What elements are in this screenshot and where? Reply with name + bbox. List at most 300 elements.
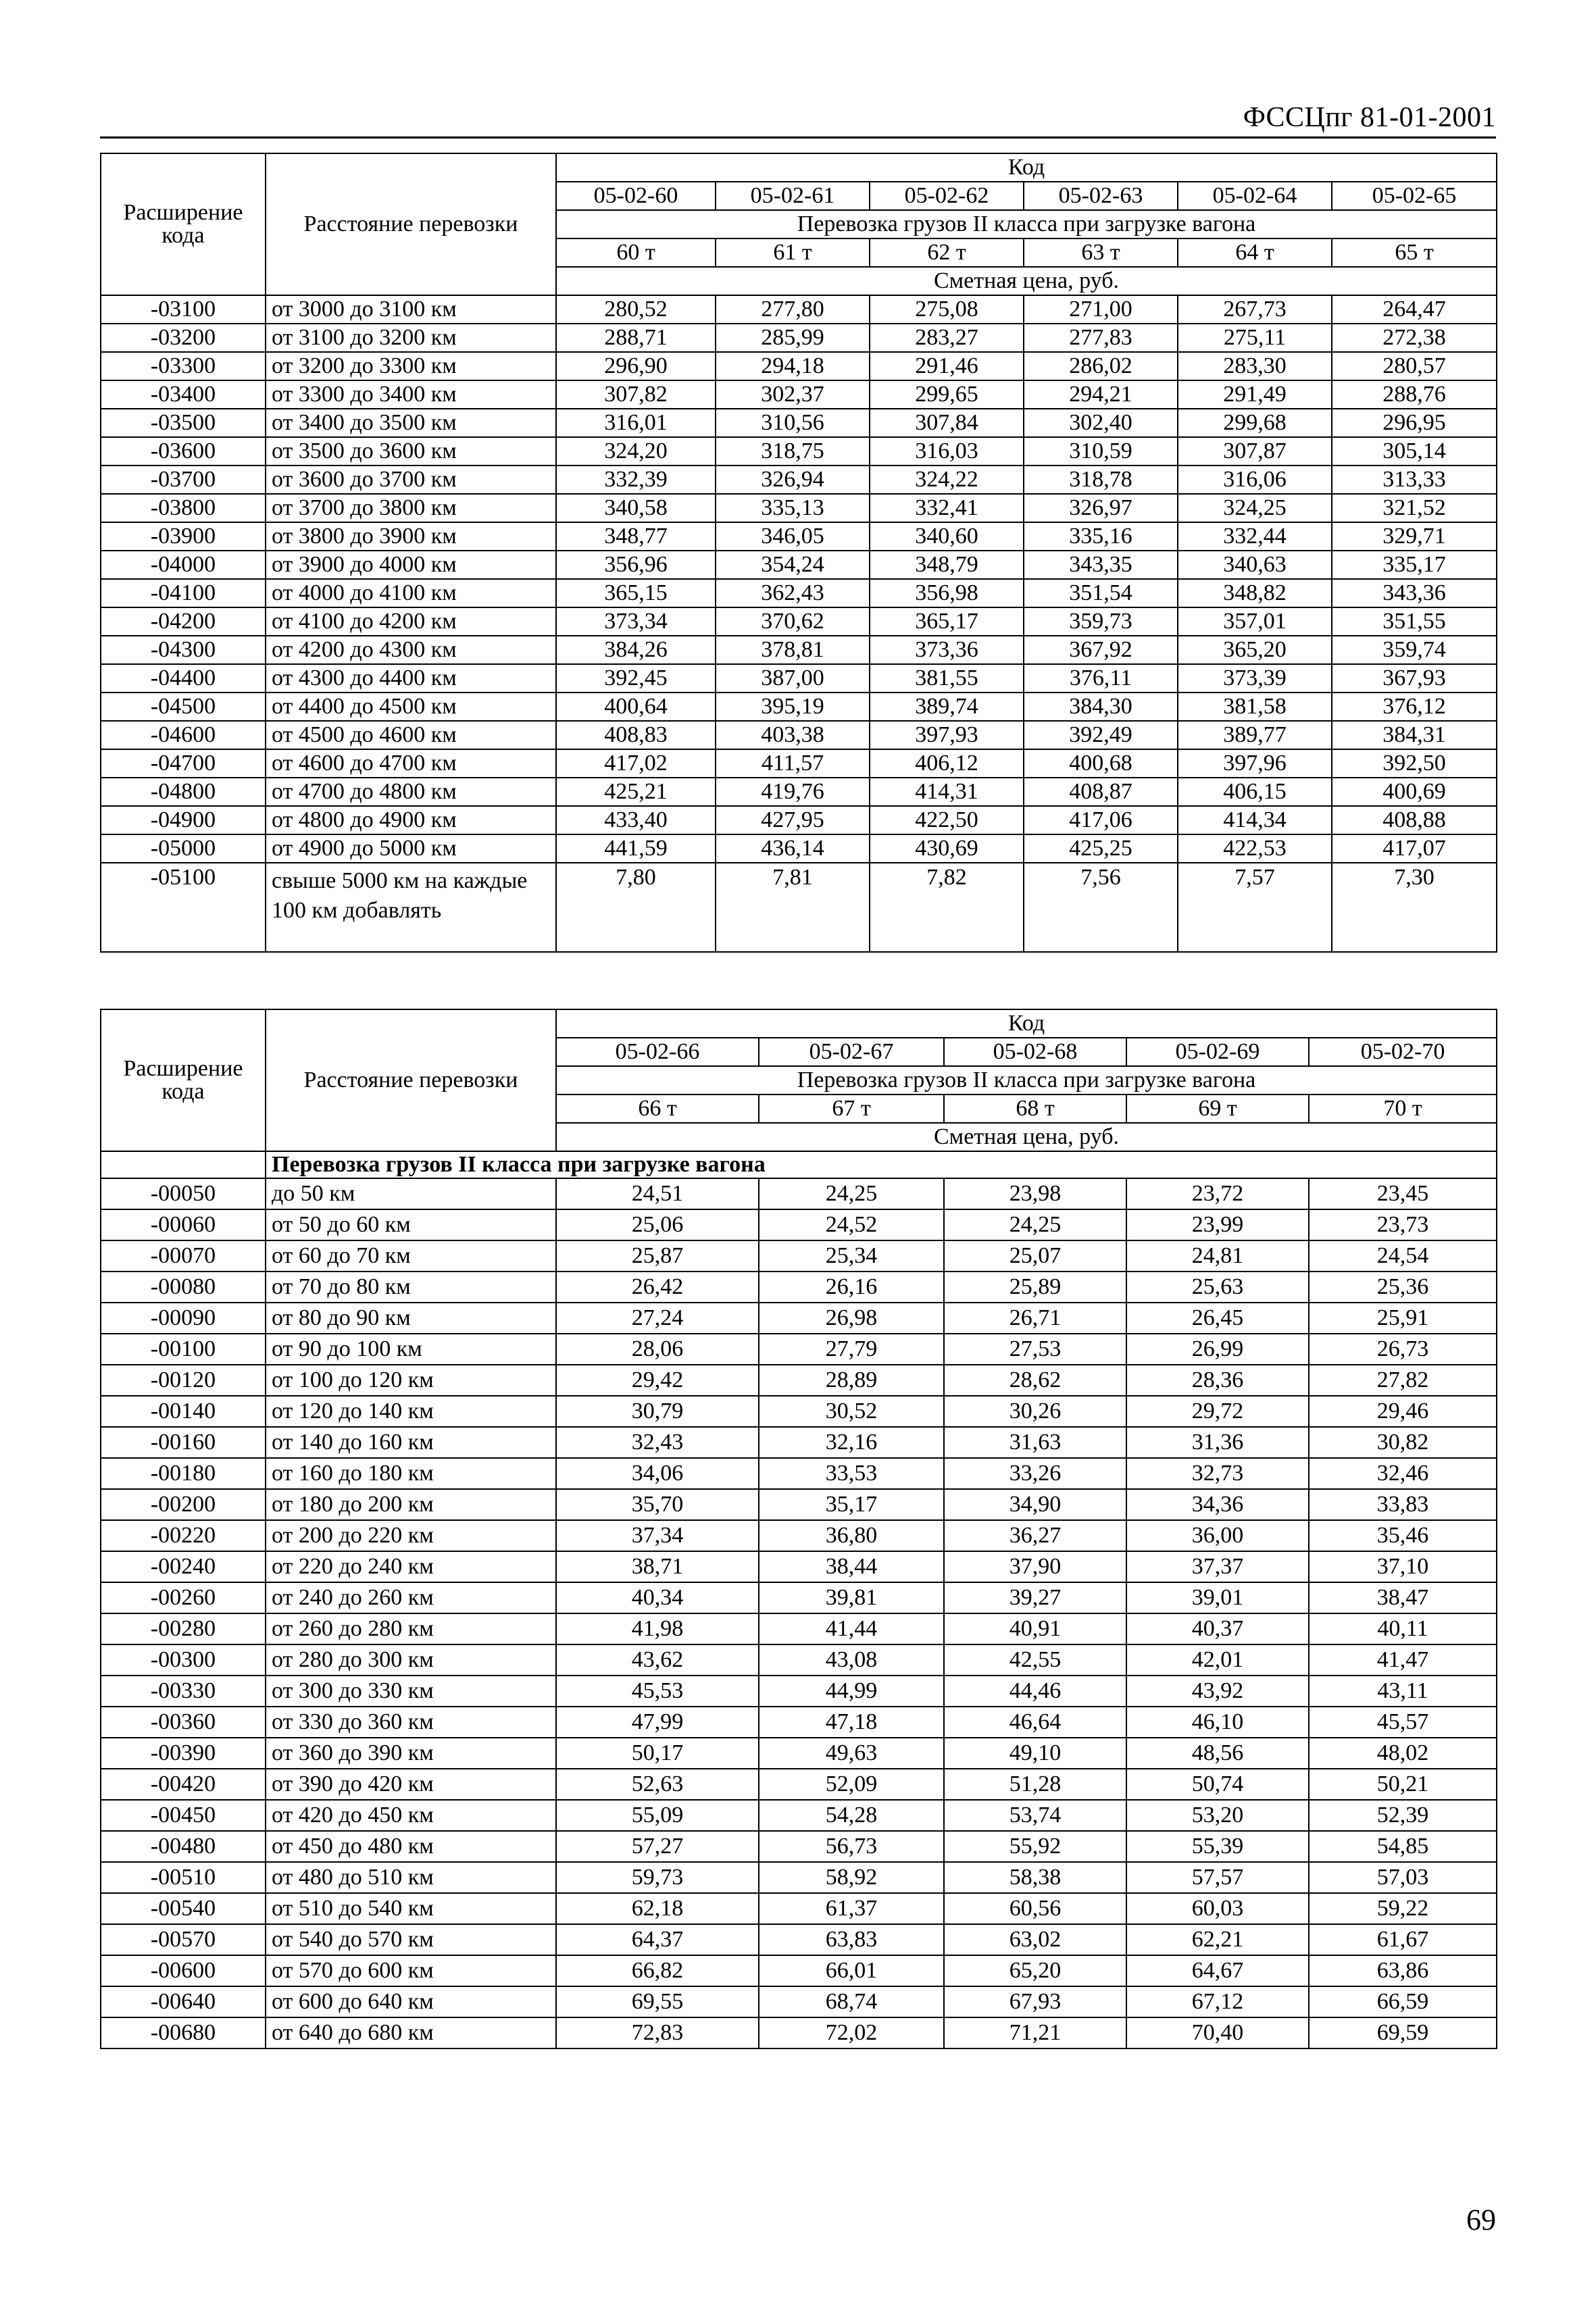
code-extension: -00390: [101, 1738, 266, 1769]
price-value: 348,79: [870, 551, 1024, 579]
price-value: 376,11: [1024, 664, 1178, 693]
table-row: [101, 1489, 1497, 1520]
table-row: [101, 437, 1497, 466]
price-value: 373,34: [556, 607, 716, 636]
table-row: [101, 693, 1497, 721]
price-value: 44,99: [759, 1676, 944, 1707]
price-value: 365,15: [556, 579, 716, 607]
price-value: 294,18: [716, 352, 870, 380]
price-value: 45,57: [1309, 1707, 1497, 1738]
table-row: [101, 1240, 1497, 1272]
distance: от 220 до 240 км: [266, 1551, 556, 1582]
load-header: 69 т: [1126, 1095, 1309, 1123]
page-number: 69: [1466, 2203, 1496, 2236]
price-value: 58,92: [759, 1862, 944, 1893]
price-value: 299,68: [1178, 409, 1332, 437]
price-value: 332,41: [870, 494, 1024, 522]
code-extension: -03800: [101, 494, 266, 522]
price-value: 37,10: [1309, 1551, 1497, 1582]
price-value: 30,82: [1309, 1427, 1497, 1458]
price-value: 302,37: [716, 380, 870, 409]
distance: от 4600 до 4700 км: [266, 749, 556, 778]
header-rule: [100, 136, 1496, 139]
table-row: [101, 1396, 1497, 1427]
price-value: 340,63: [1178, 551, 1332, 579]
code-extension: -03900: [101, 522, 266, 551]
price-value: 50,21: [1309, 1769, 1497, 1800]
price-value: 39,81: [759, 1582, 944, 1613]
price-value: 340,60: [870, 522, 1024, 551]
price-value: 406,15: [1178, 778, 1332, 806]
table-row: [101, 1334, 1497, 1365]
price-value: 422,53: [1178, 834, 1332, 863]
price-value: 59,22: [1309, 1893, 1497, 1924]
price-value: 28,62: [944, 1365, 1126, 1396]
code-header: 05-02-64: [1178, 182, 1332, 210]
price-value: 365,17: [870, 607, 1024, 636]
code-extension: -03100: [101, 295, 266, 324]
price-value: 27,53: [944, 1334, 1126, 1365]
column-header-code: Код: [556, 153, 1497, 182]
load-header: 63 т: [1024, 238, 1178, 267]
code-extension: -00360: [101, 1707, 266, 1738]
price-value: 362,43: [716, 579, 870, 607]
price-value: 324,25: [1178, 494, 1332, 522]
column-header-extension: Расширение кода: [101, 153, 266, 295]
price-value: 316,03: [870, 437, 1024, 466]
code-extension: -00510: [101, 1862, 266, 1893]
price-value: 26,99: [1126, 1334, 1309, 1365]
price-value: 302,40: [1024, 409, 1178, 437]
price-value: 280,52: [556, 295, 716, 324]
price-value: 27,79: [759, 1334, 944, 1365]
code-extension: -00540: [101, 1893, 266, 1924]
price-value: 356,98: [870, 579, 1024, 607]
price-value: 60,03: [1126, 1893, 1309, 1924]
price-value: 387,00: [716, 664, 870, 693]
price-value: 7,80: [556, 863, 716, 952]
price-value: 354,24: [716, 551, 870, 579]
price-value: 408,87: [1024, 778, 1178, 806]
price-value: 49,63: [759, 1738, 944, 1769]
price-value: 35,46: [1309, 1520, 1497, 1551]
price-value: 40,34: [556, 1582, 759, 1613]
price-value: 27,24: [556, 1303, 759, 1334]
price-value: 25,06: [556, 1209, 759, 1240]
price-value: 24,81: [1126, 1240, 1309, 1272]
price-value: 42,01: [1126, 1644, 1309, 1676]
price-value: 28,36: [1126, 1365, 1309, 1396]
table-row: [101, 1769, 1497, 1800]
price-value: 23,73: [1309, 1209, 1497, 1240]
price-value: 408,83: [556, 721, 716, 749]
distance: от 3600 до 3700 км: [266, 466, 556, 494]
code-extension: -00090: [101, 1303, 266, 1334]
distance: от 600 до 640 км: [266, 1986, 556, 2017]
price-value: 414,31: [870, 778, 1024, 806]
price-value: 24,51: [556, 1178, 759, 1209]
price-value: 340,58: [556, 494, 716, 522]
price-value: 283,30: [1178, 352, 1332, 380]
price-value: 318,75: [716, 437, 870, 466]
distance: от 510 до 540 км: [266, 1893, 556, 1924]
table-row: [101, 1738, 1497, 1769]
table-row: [101, 636, 1497, 664]
price-value: 264,47: [1332, 295, 1497, 324]
price-value: 307,84: [870, 409, 1024, 437]
price-value: 63,02: [944, 1924, 1126, 1955]
column-header-distance: Расстояние перевозки: [266, 1009, 556, 1151]
price-value: 408,88: [1332, 806, 1497, 834]
table-row: [101, 1613, 1497, 1644]
table-row: [101, 1644, 1497, 1676]
code-extension: -00050: [101, 1178, 266, 1209]
document-code: ФССЦпг 81-01-2001: [1243, 102, 1496, 133]
price-value: 54,28: [759, 1800, 944, 1831]
distance: от 50 до 60 км: [266, 1209, 556, 1240]
code-header: 05-02-60: [556, 182, 716, 210]
distance: от 240 до 260 км: [266, 1582, 556, 1613]
distance: от 3500 до 3600 км: [266, 437, 556, 466]
price-value: 39,27: [944, 1582, 1126, 1613]
price-value: 31,63: [944, 1427, 1126, 1458]
price-value: 285,99: [716, 324, 870, 352]
price-value: 25,63: [1126, 1272, 1309, 1303]
price-value: 267,73: [1178, 295, 1332, 324]
price-value: 7,30: [1332, 863, 1497, 952]
table-row: [101, 324, 1497, 352]
price-value: 43,92: [1126, 1676, 1309, 1707]
price-label: Сметная цена, руб.: [556, 1123, 1497, 1151]
price-value: 400,64: [556, 693, 716, 721]
table-row: [101, 834, 1497, 863]
table-row: [101, 409, 1497, 437]
price-value: 275,08: [870, 295, 1024, 324]
price-value: 57,57: [1126, 1862, 1309, 1893]
price-value: 316,06: [1178, 466, 1332, 494]
code-extension: -05100: [101, 863, 266, 952]
price-value: 47,99: [556, 1707, 759, 1738]
price-table-2: [100, 1009, 1497, 2049]
distance: от 3700 до 3800 км: [266, 494, 556, 522]
price-value: 26,71: [944, 1303, 1126, 1334]
distance: от 3800 до 3900 км: [266, 522, 556, 551]
distance: от 450 до 480 км: [266, 1831, 556, 1862]
price-value: 33,53: [759, 1458, 944, 1489]
price-value: 343,35: [1024, 551, 1178, 579]
code-extension: -03200: [101, 324, 266, 352]
distance: от 4900 до 5000 км: [266, 834, 556, 863]
price-value: 277,80: [716, 295, 870, 324]
price-value: 373,36: [870, 636, 1024, 664]
price-value: 318,78: [1024, 466, 1178, 494]
price-value: 310,56: [716, 409, 870, 437]
load-header: 64 т: [1178, 238, 1332, 267]
price-value: 26,16: [759, 1272, 944, 1303]
price-value: 52,63: [556, 1769, 759, 1800]
price-value: 376,12: [1332, 693, 1497, 721]
code-header: 05-02-69: [1126, 1038, 1309, 1066]
price-value: 42,55: [944, 1644, 1126, 1676]
price-value: 411,57: [716, 749, 870, 778]
price-value: 367,92: [1024, 636, 1178, 664]
column-header-distance: Расстояние перевозки: [266, 153, 556, 295]
price-value: 324,22: [870, 466, 1024, 494]
price-value: 40,11: [1309, 1613, 1497, 1644]
price-value: 67,93: [944, 1986, 1126, 2017]
price-value: 37,34: [556, 1520, 759, 1551]
price-value: 30,79: [556, 1396, 759, 1427]
price-value: 321,52: [1332, 494, 1497, 522]
column-header-extension: Расширение кода: [101, 1009, 266, 1151]
price-value: 291,46: [870, 352, 1024, 380]
price-value: 348,82: [1178, 579, 1332, 607]
price-value: 41,47: [1309, 1644, 1497, 1676]
price-value: 66,82: [556, 1955, 759, 1986]
price-value: 417,06: [1024, 806, 1178, 834]
price-value: 24,25: [759, 1178, 944, 1209]
price-value: 51,28: [944, 1769, 1126, 1800]
table-row: [101, 466, 1497, 494]
price-value: 365,20: [1178, 636, 1332, 664]
price-value: 286,02: [1024, 352, 1178, 380]
distance: от 4200 до 4300 км: [266, 636, 556, 664]
code-extension: -00160: [101, 1427, 266, 1458]
price-value: 425,21: [556, 778, 716, 806]
distance: от 120 до 140 км: [266, 1396, 556, 1427]
code-extension: -00680: [101, 2017, 266, 2048]
table-row: [101, 2017, 1497, 2048]
price-value: 277,83: [1024, 324, 1178, 352]
price-value: 392,49: [1024, 721, 1178, 749]
code-extension: -04900: [101, 806, 266, 834]
price-value: 38,44: [759, 1551, 944, 1582]
price-value: 389,77: [1178, 721, 1332, 749]
price-value: 7,82: [870, 863, 1024, 952]
table-row: [101, 1303, 1497, 1334]
price-value: 53,74: [944, 1800, 1126, 1831]
price-value: 307,87: [1178, 437, 1332, 466]
distance: от 360 до 390 км: [266, 1738, 556, 1769]
price-value: 23,72: [1126, 1178, 1309, 1209]
distance: до 50 км: [266, 1178, 556, 1209]
code-extension: -04100: [101, 579, 266, 607]
price-value: 294,21: [1024, 380, 1178, 409]
code-header: 05-02-65: [1332, 182, 1497, 210]
price-value: 25,87: [556, 1240, 759, 1272]
price-value: 26,42: [556, 1272, 759, 1303]
code-header: 05-02-61: [716, 182, 870, 210]
code-extension: -00480: [101, 1831, 266, 1862]
price-value: 64,37: [556, 1924, 759, 1955]
price-value: 296,90: [556, 352, 716, 380]
price-value: 55,39: [1126, 1831, 1309, 1862]
code-extension: -00260: [101, 1582, 266, 1613]
price-value: 48,02: [1309, 1738, 1497, 1769]
price-value: 272,38: [1332, 324, 1497, 352]
price-value: 378,81: [716, 636, 870, 664]
price-value: 63,86: [1309, 1955, 1497, 1986]
price-value: 329,71: [1332, 522, 1497, 551]
price-value: 283,27: [870, 324, 1024, 352]
table-row: [101, 1924, 1497, 1955]
price-value: 48,56: [1126, 1738, 1309, 1769]
code-extension: -00300: [101, 1644, 266, 1676]
price-value: 291,49: [1178, 380, 1332, 409]
code-extension: -00060: [101, 1209, 266, 1240]
price-value: 72,83: [556, 2017, 759, 2048]
price-value: 400,68: [1024, 749, 1178, 778]
table-row: [101, 1520, 1497, 1551]
code-extension: -04000: [101, 551, 266, 579]
price-value: 332,44: [1178, 522, 1332, 551]
distance: от 160 до 180 км: [266, 1458, 556, 1489]
price-value: 30,26: [944, 1396, 1126, 1427]
price-value: 25,36: [1309, 1272, 1497, 1303]
table-row: [101, 352, 1497, 380]
price-value: 59,73: [556, 1862, 759, 1893]
code-extension: -03600: [101, 437, 266, 466]
distance: от 420 до 450 км: [266, 1800, 556, 1831]
price-value: 62,18: [556, 1893, 759, 1924]
price-value: 326,94: [716, 466, 870, 494]
price-value: 381,55: [870, 664, 1024, 693]
price-value: 28,06: [556, 1334, 759, 1365]
distance: от 4100 до 4200 км: [266, 607, 556, 636]
distance: от 3100 до 3200 км: [266, 324, 556, 352]
price-value: 395,19: [716, 693, 870, 721]
price-value: 40,91: [944, 1613, 1126, 1644]
price-value: 25,91: [1309, 1303, 1497, 1334]
price-value: 367,93: [1332, 664, 1497, 693]
price-value: 34,90: [944, 1489, 1126, 1520]
code-extension: -00080: [101, 1272, 266, 1303]
price-value: 370,62: [716, 607, 870, 636]
price-value: 417,07: [1332, 834, 1497, 863]
price-value: 29,42: [556, 1365, 759, 1396]
price-value: 307,82: [556, 380, 716, 409]
price-value: 316,01: [556, 409, 716, 437]
price-value: 310,59: [1024, 437, 1178, 466]
price-value: 335,17: [1332, 551, 1497, 579]
price-value: 50,17: [556, 1738, 759, 1769]
price-label: Сметная цена, руб.: [556, 267, 1497, 295]
price-value: 70,40: [1126, 2017, 1309, 2048]
price-value: 346,05: [716, 522, 870, 551]
price-value: 43,08: [759, 1644, 944, 1676]
price-value: 335,13: [716, 494, 870, 522]
subheader-empty-cell: [101, 1151, 266, 1178]
price-value: 417,02: [556, 749, 716, 778]
code-extension: -04600: [101, 721, 266, 749]
price-value: 56,73: [759, 1831, 944, 1862]
table-row: [101, 1427, 1497, 1458]
price-value: 271,00: [1024, 295, 1178, 324]
price-value: 381,58: [1178, 693, 1332, 721]
price-value: 326,97: [1024, 494, 1178, 522]
price-value: 66,01: [759, 1955, 944, 1986]
table-row: [101, 806, 1497, 834]
price-value: 332,39: [556, 466, 716, 494]
code-extension: -03500: [101, 409, 266, 437]
column-header-code: Код: [556, 1009, 1497, 1038]
price-value: 47,18: [759, 1707, 944, 1738]
price-value: 53,20: [1126, 1800, 1309, 1831]
load-header: 66 т: [556, 1095, 759, 1123]
price-value: 288,76: [1332, 380, 1497, 409]
code-extension: -00450: [101, 1800, 266, 1831]
price-value: 351,55: [1332, 607, 1497, 636]
code-extension: -03300: [101, 352, 266, 380]
table-row: [101, 1986, 1497, 2017]
price-value: 69,59: [1309, 2017, 1497, 2048]
distance: от 3200 до 3300 км: [266, 352, 556, 380]
price-value: 32,46: [1309, 1458, 1497, 1489]
price-value: 55,09: [556, 1800, 759, 1831]
distance: от 390 до 420 км: [266, 1769, 556, 1800]
price-value: 60,56: [944, 1893, 1126, 1924]
code-extension: -03400: [101, 380, 266, 409]
price-value: 36,27: [944, 1520, 1126, 1551]
table-row: [101, 1272, 1497, 1303]
distance: свыше 5000 км на каждые 100 км добавлять: [266, 863, 556, 952]
price-value: 63,83: [759, 1924, 944, 1955]
load-header: 61 т: [716, 238, 870, 267]
price-value: 275,11: [1178, 324, 1332, 352]
price-value: 397,96: [1178, 749, 1332, 778]
distance: от 570 до 600 км: [266, 1955, 556, 1986]
table-row: [101, 522, 1497, 551]
price-value: 26,45: [1126, 1303, 1309, 1334]
table-row: [101, 1800, 1497, 1831]
price-table-1: [100, 153, 1497, 953]
price-value: 27,82: [1309, 1365, 1497, 1396]
price-value: 43,62: [556, 1644, 759, 1676]
table-row: [101, 1676, 1497, 1707]
price-value: 29,72: [1126, 1396, 1309, 1427]
price-value: 397,93: [870, 721, 1024, 749]
table-row: [101, 295, 1497, 324]
price-value: 25,07: [944, 1240, 1126, 1272]
price-value: 55,92: [944, 1831, 1126, 1862]
price-value: 40,37: [1126, 1613, 1309, 1644]
price-value: 351,54: [1024, 579, 1178, 607]
price-value: 299,65: [870, 380, 1024, 409]
distance: от 180 до 200 км: [266, 1489, 556, 1520]
price-value: 31,36: [1126, 1427, 1309, 1458]
table-row: [101, 863, 1497, 952]
table-row: [101, 607, 1497, 636]
distance: от 60 до 70 км: [266, 1240, 556, 1272]
price-value: 72,02: [759, 2017, 944, 2048]
price-value: 23,98: [944, 1178, 1126, 1209]
price-value: 67,12: [1126, 1986, 1309, 2017]
price-value: 36,00: [1126, 1520, 1309, 1551]
price-value: 65,20: [944, 1955, 1126, 1986]
price-value: 25,89: [944, 1272, 1126, 1303]
code-header: 05-02-62: [870, 182, 1024, 210]
price-value: 392,45: [556, 664, 716, 693]
price-value: 36,80: [759, 1520, 944, 1551]
code-extension: -00120: [101, 1365, 266, 1396]
code-extension: -00640: [101, 1986, 266, 2017]
code-extension: -00220: [101, 1520, 266, 1551]
code-extension: -00180: [101, 1458, 266, 1489]
price-value: 357,01: [1178, 607, 1332, 636]
price-value: 61,67: [1309, 1924, 1497, 1955]
price-value: 427,95: [716, 806, 870, 834]
distance: от 4700 до 4800 км: [266, 778, 556, 806]
